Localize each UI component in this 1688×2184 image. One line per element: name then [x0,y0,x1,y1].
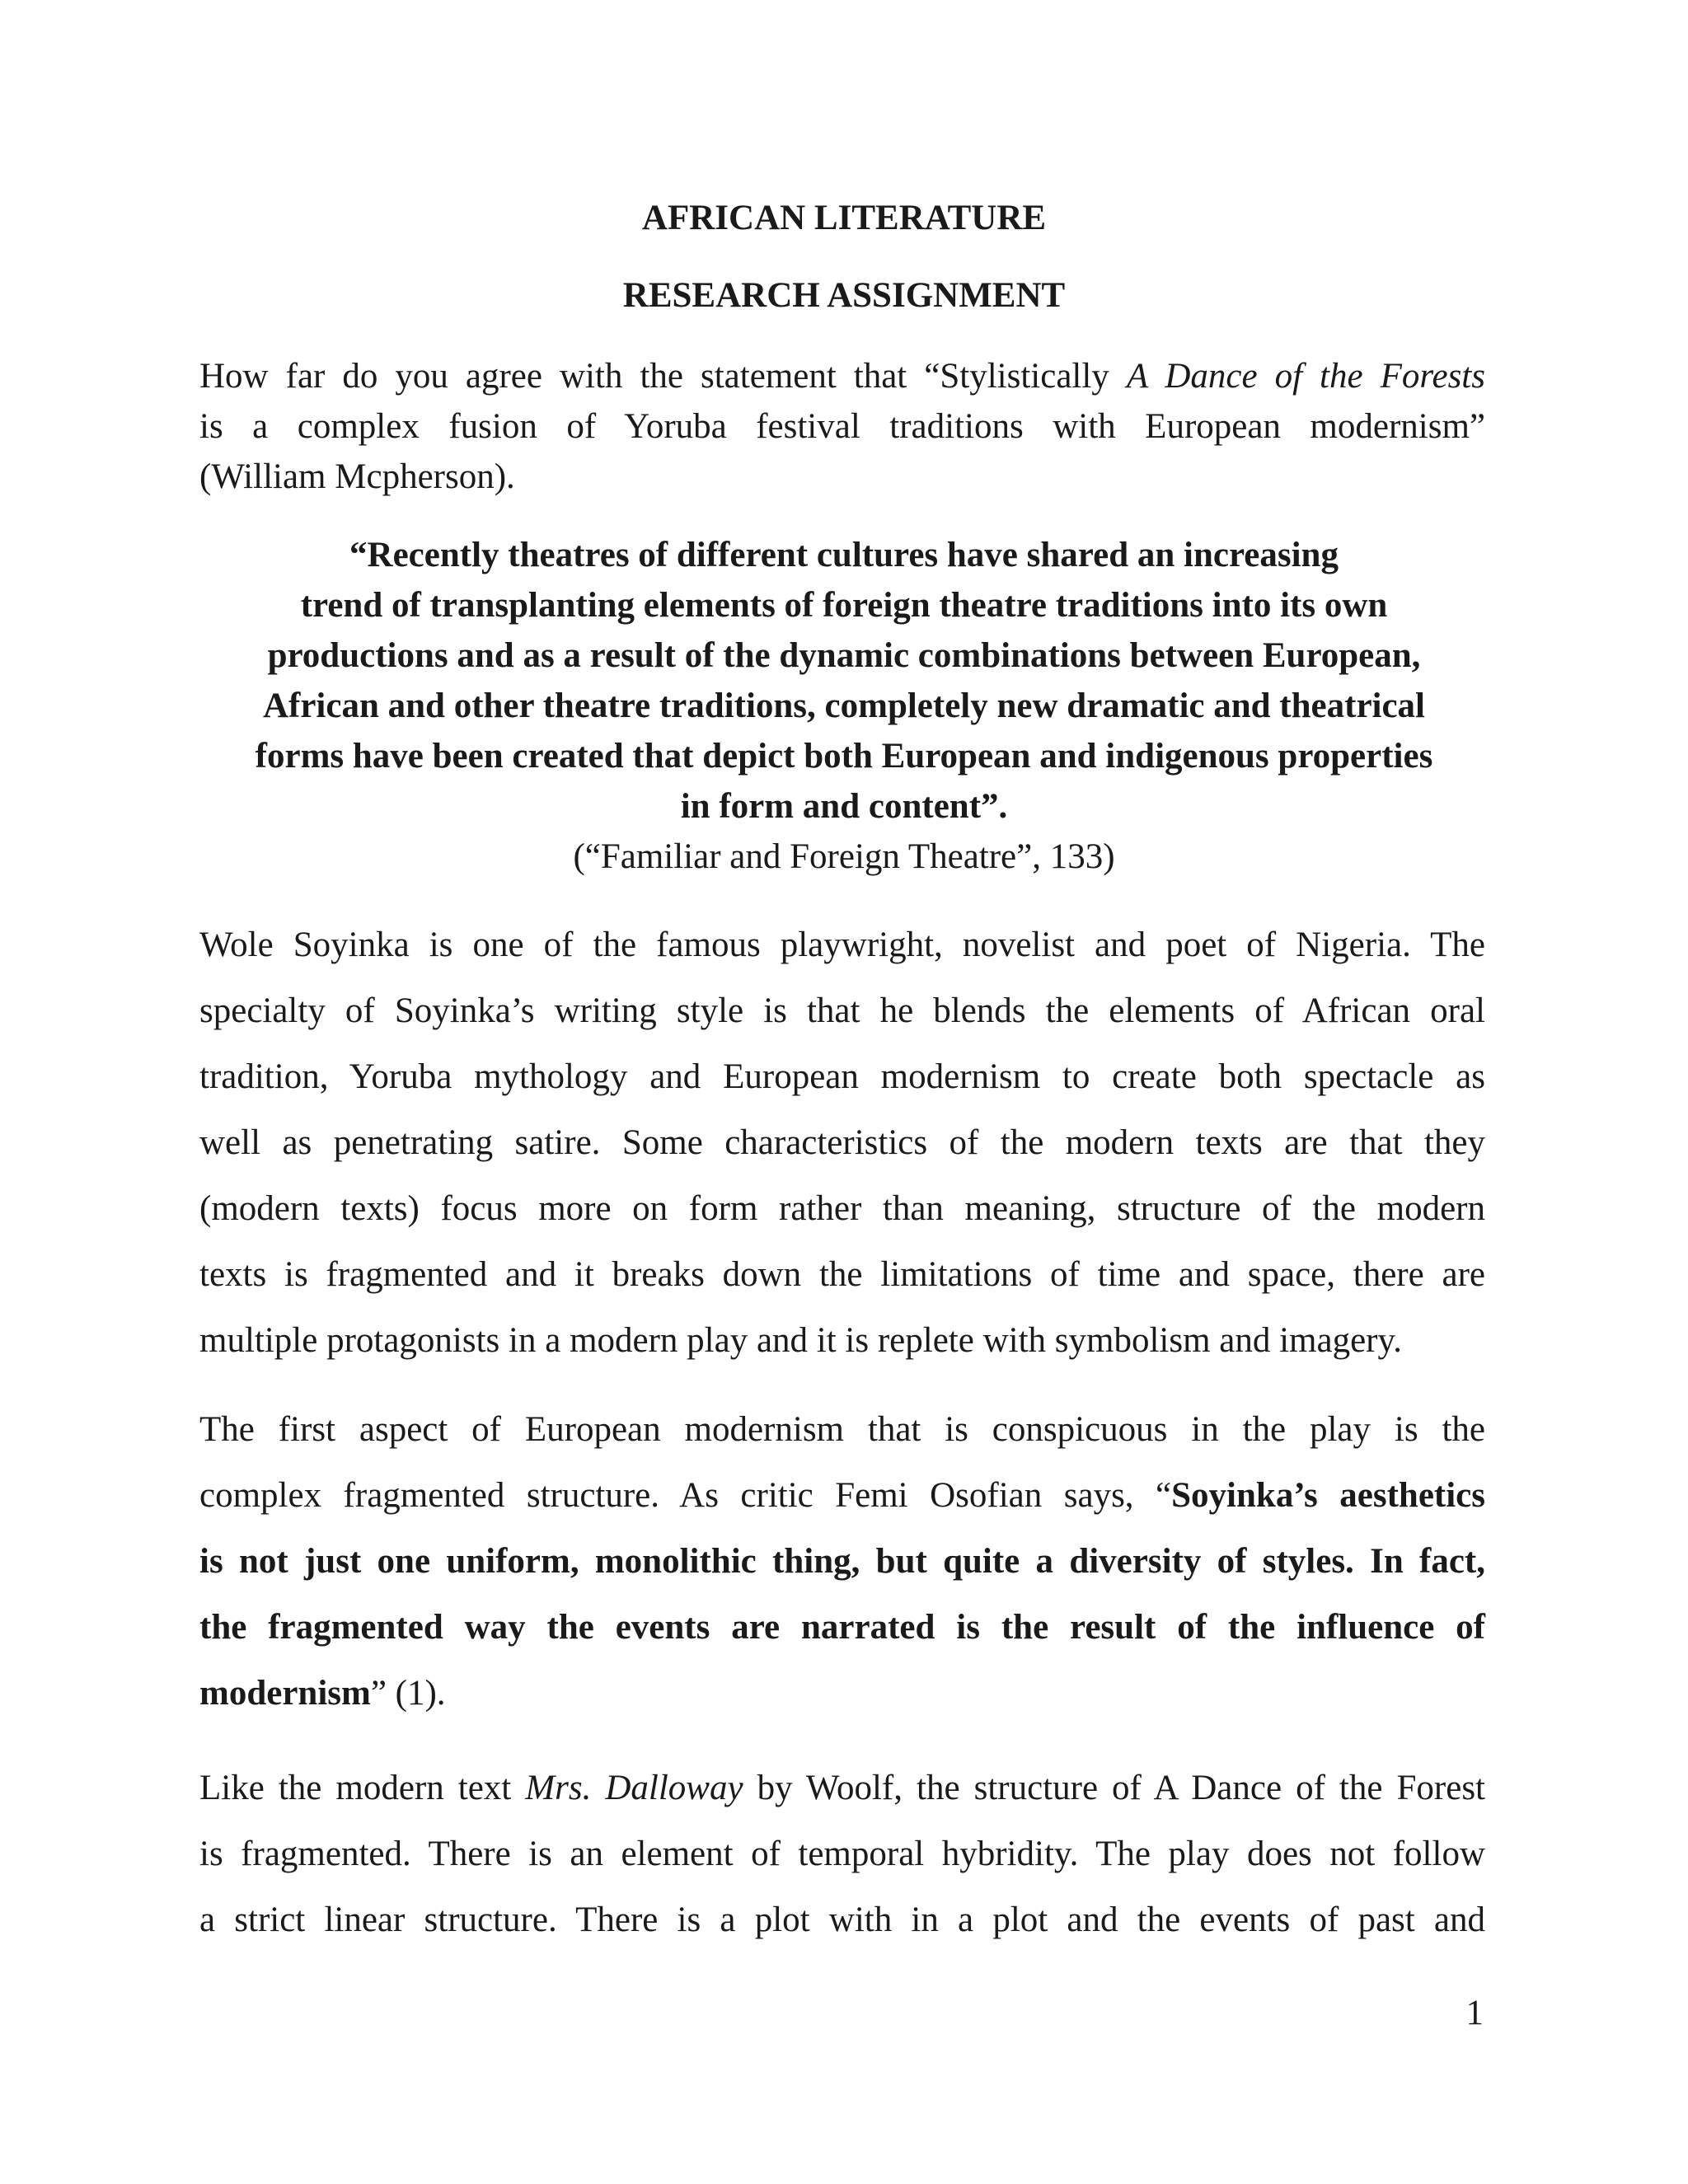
document-title: AFRICAN LITERATURE [641,199,1047,237]
quote-line: in form and content”. [680,787,1008,826]
paragraph-text: ” (1). [370,1674,446,1713]
paragraph-line [199,1755,1485,1821]
paragraph-line [199,1463,1485,1529]
paragraph-line: texts is fragmented and it breaks down the limitations of time and space, there are [199,1255,1485,1294]
paragraph-3 [199,1755,1485,1953]
quoted-text-bold: modernism [199,1674,371,1713]
quote-line: African and other theatre traditions, completely new dramatic and theatrical [262,687,1426,725]
paragraph-line: is not just one uniform, monolithic thing, but quite a diversity of styles. In fact, [199,1542,1485,1581]
paragraph-text: Like the modern text [199,1769,526,1807]
paragraph-line: specialty of Soyinka’s writing style is that he blends the elements of African oral [199,991,1485,1030]
quote-line: forms have been created that depict both European and indigenous properties [255,737,1433,776]
document-subtitle: RESEARCH ASSIGNMENT [622,276,1066,315]
paragraph-line [199,1661,1485,1727]
paragraph-2 [199,1397,1485,1727]
paragraph-line: is fragmented. There is an element of temporal hybridity. The play does not follow [199,1835,1485,1873]
paragraph-line: tradition, Yoruba mythology and European modernism to create both spectacle as [199,1057,1485,1096]
question-text: How far do you agree with the statement that “Stylistically [199,357,1127,396]
paragraph-line: Wole Soyinka is one of the famous playwright, novelist and poet of Nigeria. The [199,926,1485,964]
block-quote [0,530,1688,832]
paragraph-text: by Woolf, the structure of A Dance of the Forest [743,1769,1485,1807]
assignment-question [199,351,1485,502]
book-title-italic: Mrs. Dalloway [525,1769,743,1807]
paragraph-1 [199,912,1485,1374]
paragraph-line: well as penetrating satire. Some characteristics of the modern texts are that they [199,1123,1485,1162]
quote-line: trend of transplanting elements of foreign theatre traditions into its own [300,586,1388,625]
quote-line: “Recently theatres of different cultures have shared an increasing [349,536,1339,574]
quoted-text-bold: Soyinka’s aesthetics [1171,1476,1485,1515]
paragraph-text: complex fragmented structure. As critic Femi Osofian says, “ [199,1476,1172,1515]
paragraph-line: multiple protagonists in a modern play and it is replete with symbolism and imagery. [199,1321,1402,1360]
paragraph-line: The first aspect of European modernism that is conspicuous in the play is the [199,1410,1485,1449]
play-title-italic: A Dance of the Forests [1126,357,1485,396]
quote-citation: (“Familiar and Foreign Theatre”, 133) [573,837,1115,876]
question-line: (William Mcpherson). [199,457,515,496]
paragraph-line: (modern texts) focus more on form rather than meaning, structure of the modern [199,1189,1485,1228]
page-number: 1 [1465,1994,1484,2032]
question-line: is a complex fusion of Yoruba festival traditions with European modernism” [199,407,1485,446]
paragraph-line: a strict linear structure. There is a plot with in a plot and the events of past and [199,1900,1485,1939]
paragraph-line: the fragmented way the events are narrated is the result of the influence of [199,1608,1485,1647]
quote-line: productions and as a result of the dynamic combinations between European, [267,636,1421,675]
question-line [199,351,1485,401]
